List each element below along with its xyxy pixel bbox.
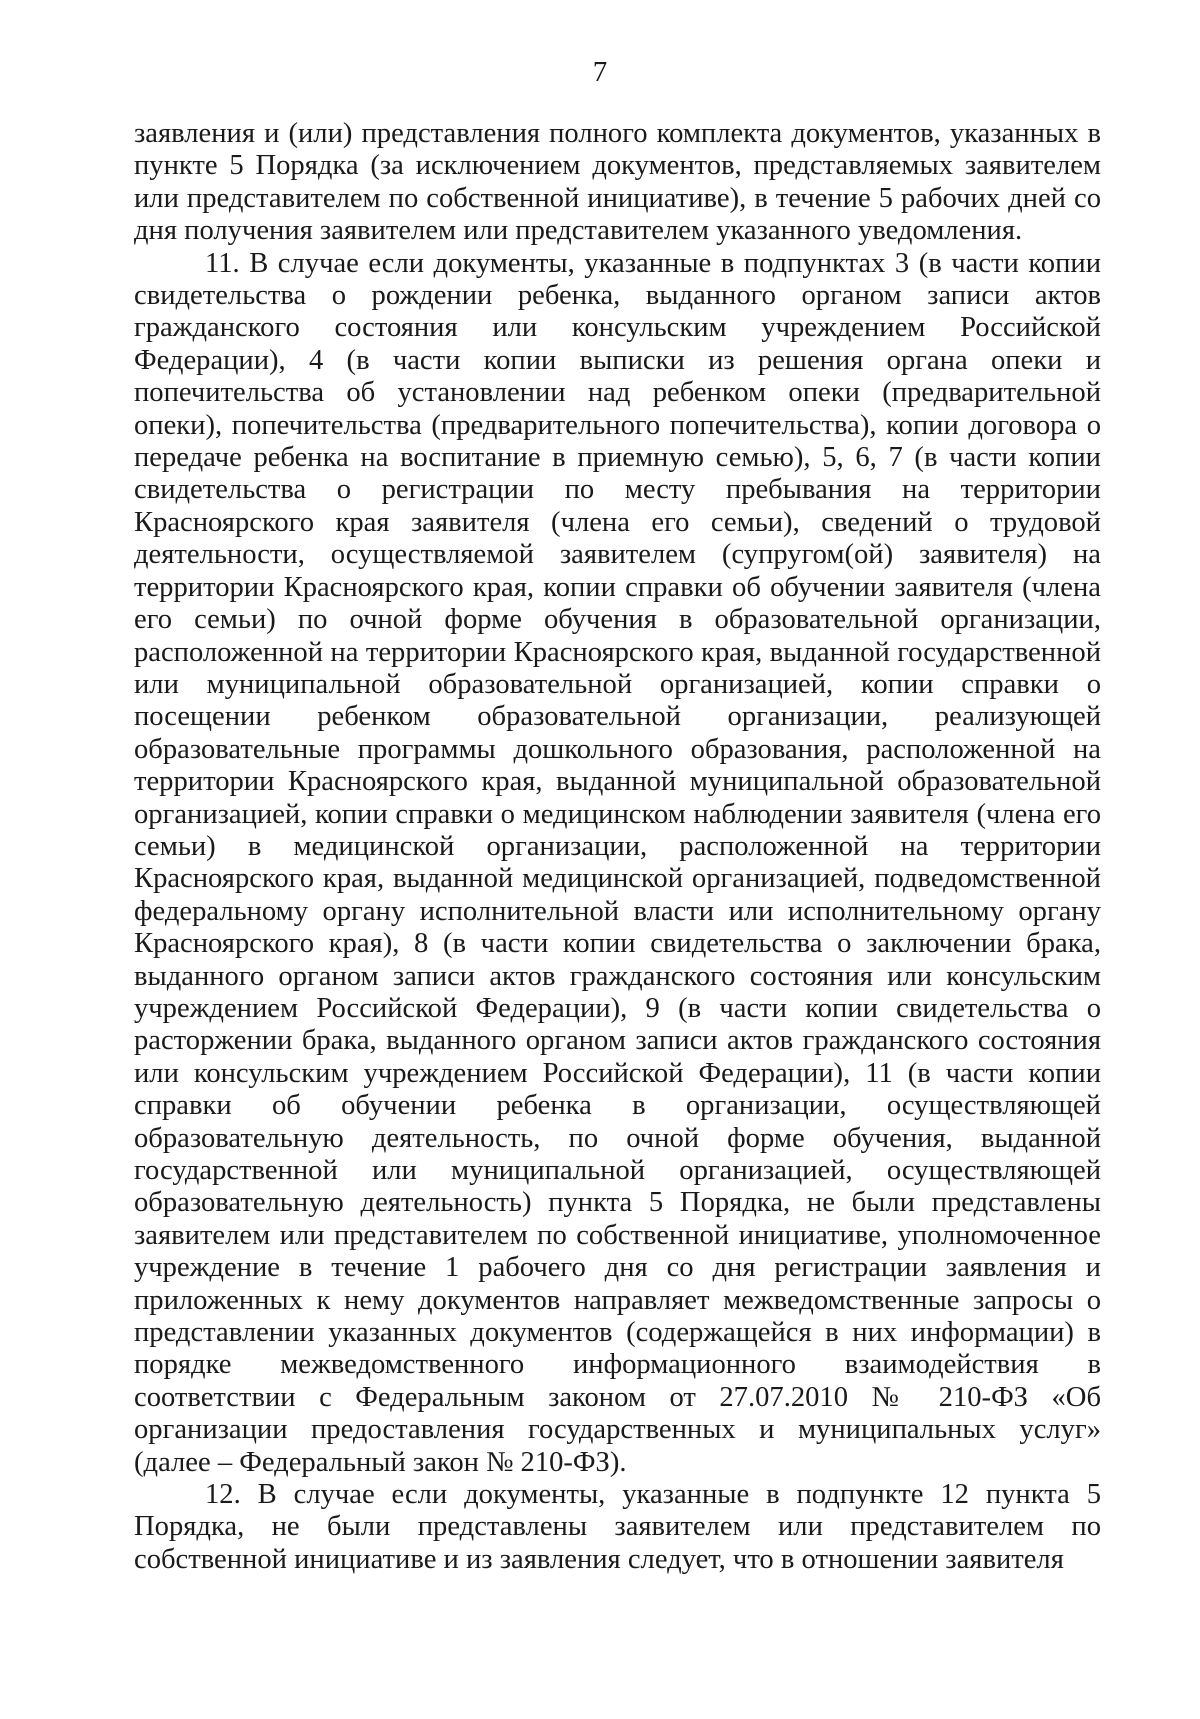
paragraph-item-12: 12. В случае если документы, указанные в подпункте 12 пункта 5 Порядка, не были представлены заявителем или представителем по собственной инициативе и из заявления следует, что в отношении заявителя	[134, 1479, 1101, 1575]
paragraph-continuation: заявления и (или) представления полного комплекта документов, указанных в пункте 5 Порядка (за исключением документов, представляемых заявителем или представителем по собственной инициативе), в течение 5 рабочих дней со дня получения заявителем или представителем указанного уведомления.	[134, 118, 1101, 247]
paragraph-item-11: 11. В случае если документы, указанные в подпунктах 3 (в части копии свидетельства о рождении ребенка, выданного органом записи актов гражданского состояния или консульским учреждением Российской Федерации), 4 (в части копии выписки из решения органа опеки и попечительства об установлении над ребенком опеки (предварительной опеки), попечительства (предварительного попечительства), копии договора о передаче ребенка на воспитание в приемную семью), 5, 6, 7 (в части копии свидетельства о регистрации по месту пребывания на территории Красноярского края заявителя (члена его семьи), сведений о трудовой деятельности, осуществляемой заявителем (супругом(ой) заявителя) на территории Красноярского края, копии справки об обучении заявителя (члена его семьи) по очной форме обучения в образовательной организации, расположенной на территории Красноярского края, выданной государственной или муниципальной образовательной организацией, копии справки о посещении ребенком образовательной организации, реализующей образовательные программы дошкольного образования, расположенной на территории Красноярского края, выданной муниципальной образовательной организацией, копии справки о медицинском наблюдении заявителя (члена его семьи) в медицинской организации, расположенной на территории Красноярского края, выданной медицинской организацией, подведомственной федеральному органу исполнительной власти или исполнительному органу Красноярского края), 8 (в части копии свидетельства о заключении брака, выданного органом записи актов гражданского состояния или консульским учреждением Российской Федерации), 9 (в части копии свидетельства о расторжении брака, выданного органом записи актов гражданского состояния или консульским учреждением Российской Федерации), 11 (в части копии справки об обучении ребенка в организации, осуществляющей образовательную деятельность, по очной форме обучения, выданной государственной или муниципальной организацией, осуществляющей образовательную деятельность) пункта 5 Порядка, не были представлены заявителем или представителем по собственной инициативе, уполномоченное учреждение в течение 1 рабочего дня со дня регистрации заявления и приложенных к нему документов направляет межведомственные запросы о представлении указанных документов (содержащейся в них информации) в порядке межведомственного информационного взаимодействия в соответствии с Федеральным законом от 27.07.2010 № 210-ФЗ «Об организации предоставления государственных и муниципальных услуг» (далее – Федеральный закон № 210-ФЗ).	[134, 247, 1101, 1478]
document-body	[134, 118, 1101, 1576]
page-number: 7	[592, 56, 608, 88]
